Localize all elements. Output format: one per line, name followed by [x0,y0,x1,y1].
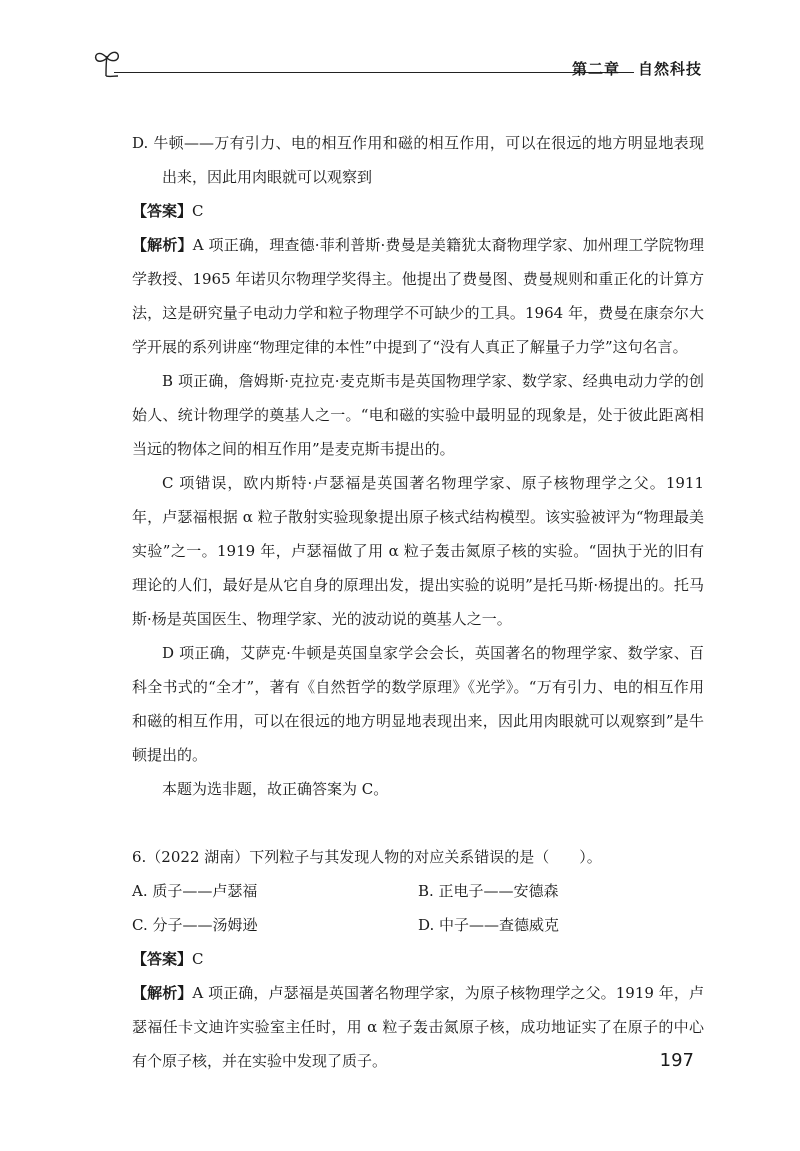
q5-option-d: D. 牛顿——万有引力、电的相互作用和磁的相互作用，可以在很远的地方明显地表现出来，因此用肉眼就可以观察到 [132,134,704,186]
analysis-label: 【解析】 [132,984,193,1002]
q5-conclusion: 本题为选非题，故正确答案为 C。 [162,780,389,798]
answer-value: C [192,950,204,968]
page-number: 197 [659,1050,694,1071]
answer-label: 【答案】 [132,950,193,968]
analysis-text: A 项正确，理查德·菲利普斯·费曼是美籍犹太裔物理学家、加州理工学院物理学教授、1965 年诺贝尔物理学奖得主。他提出了费曼图、费曼规则和重正化的计算方法，这是研究量子电动力学和粒子物理学不可缺少的工具。1964 年，费曼在康奈尔大学开展的系列讲座“物理定律的本性”中提到了“没有人真正了解量子力学”这句名言。 [132,236,704,356]
chapter-number: 第二章 [571,60,620,78]
q5-analysis-a [132,228,704,364]
q5-analysis-c: C 项错误，欧内斯特·卢瑟福是英国著名物理学家、原子核物理学之父。1911 年，卢瑟福根据 α 粒子散射实验现象提出原子核式结构模型。该实验被评为“物理最美实验”之一。1919 年，卢瑟福做了用 α 粒子轰击氮原子核的实验。“固执于光的旧有理论的人们，最好是从它自身的原理出发，提出实验的说明”是托马斯·杨提出的。托马斯·杨是英国医生、物理学家、光的波动说的奠基人之一。 [132,474,704,628]
analysis-label: 【解析】 [132,236,193,254]
question-gap [132,806,704,840]
q6-option-d: D. 中子——查德威克 [418,916,560,934]
chapter-title [572,58,702,79]
chapter-subject: 自然科技 [637,60,702,78]
q6-option-c: C. 分子——汤姆逊 [132,916,258,934]
sprout-icon [92,46,122,80]
page-header [92,44,702,84]
analysis-text: A 项正确，卢瑟福是英国著名物理学家，为原子核物理学之父。1919 年，卢瑟福任卡文迪许实验室主任时，用 α 粒子轰击氮原子核，成功地证实了在原子的中心有个原子核，并在实验中发现了质子。 [132,984,704,1070]
answer-value: C [192,202,204,220]
q6-option-a: A. 质子——卢瑟福 [132,882,258,900]
q5-answer [132,194,704,228]
header-rule [114,72,634,73]
q5-analysis-b: B 项正确，詹姆斯·克拉克·麦克斯韦是英国物理学家、数学家、经典电动力学的创始人、统计物理学的奠基人之一。“电和磁的实验中最明显的现象是，处于彼此距离相当远的物体之间的相互作用”是麦克斯韦提出的。 [132,372,704,458]
q6-analysis-a [132,976,704,1078]
q6-option-b: B. 正电子——安德森 [418,882,559,900]
q6-options [132,874,704,942]
page-body [132,126,704,1078]
q5-analysis-d: D 项正确，艾萨克·牛顿是英国皇家学会会长，英国著名的物理学家、数学家、百科全书式的“全才”，著有《自然哲学的数学原理》《光学》。“万有引力、电的相互作用和磁的相互作用，可以在很远的地方明显地表现出来，因此用肉眼就可以观察到”是牛顿提出的。 [132,644,704,764]
answer-label: 【答案】 [132,202,193,220]
q6-stem: 6.（2022 湖南）下列粒子与其发现人物的对应关系错误的是（ ）。 [132,848,602,866]
q6-answer [132,942,704,976]
